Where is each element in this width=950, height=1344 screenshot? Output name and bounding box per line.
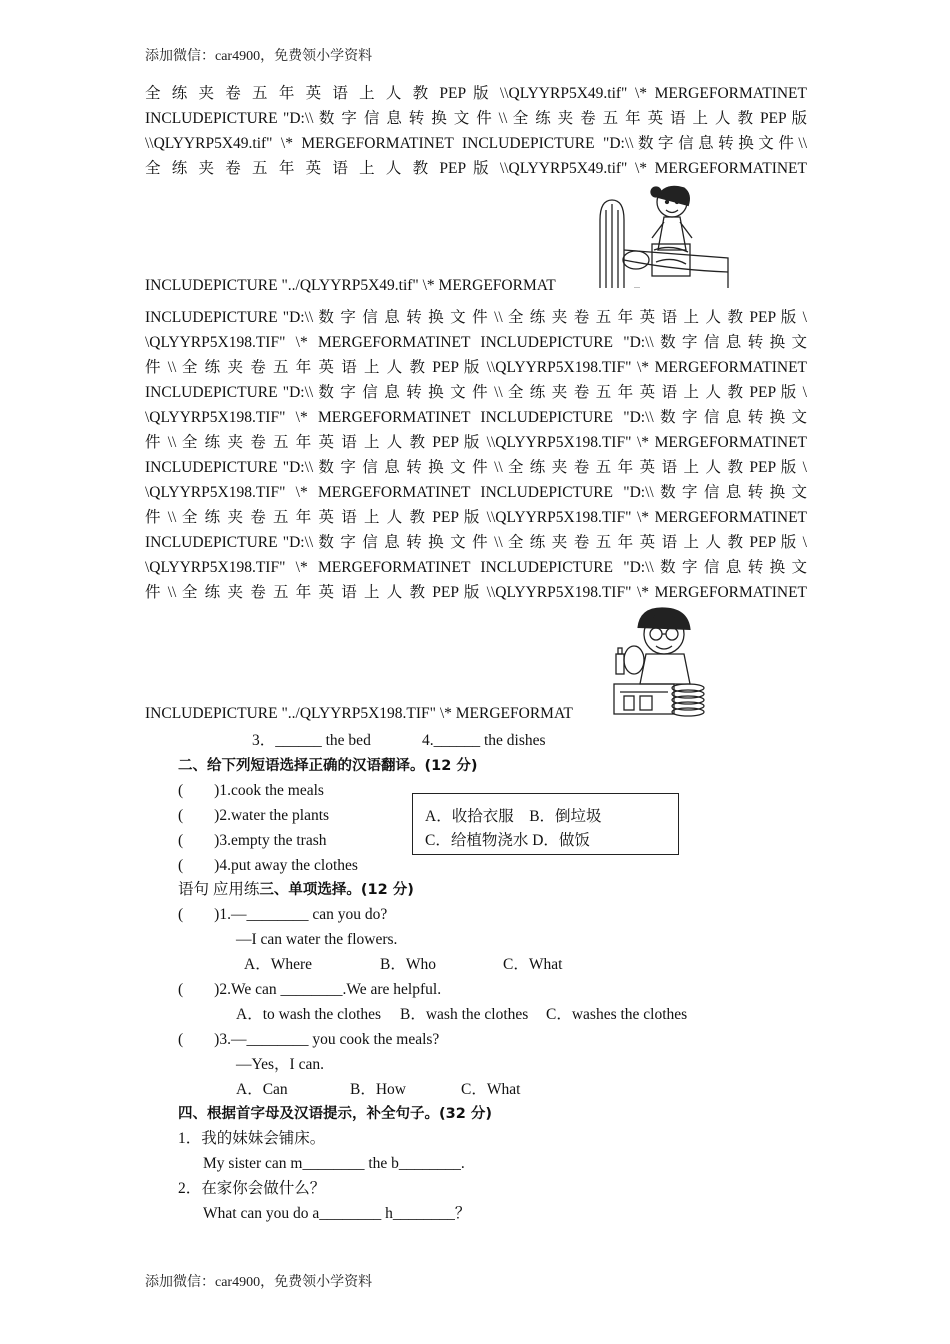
options-row-1: A．收拾衣服 B．倒垃圾	[425, 808, 602, 825]
section-4-q1-chinese: 1．我的妹妹会铺床。	[178, 1130, 326, 1147]
field-line: \QLYYRP5X198.TIF" \* MERGEFORMATINET INCLUDEPICTURE "D:\\数字信息转换文	[145, 334, 807, 351]
page-footer: 添加微信：car4900，免费领小学资料	[145, 1275, 373, 1290]
field-line: 全 练 夹 卷 五 年 英 语 上 人 教 PEP 版 \\QLYYRP5X49.tif" \* MERGEFORMATINET	[145, 85, 807, 102]
q1-item-3: 3．______ the bed	[252, 732, 371, 749]
section-3-title: 三、单项选择。(12 分)	[259, 882, 414, 898]
field-line: 件 \\ 全 练 夹 卷 五 年 英 语 上 人 教 PEP 版 \\QLYYRP5X198.TIF" \* MERGEFORMATINET	[145, 584, 807, 601]
section-2-options-box	[412, 793, 679, 855]
field-line: \QLYYRP5X198.TIF" \* MERGEFORMATINET INCLUDEPICTURE "D:\\数字信息转换文	[145, 484, 807, 501]
section-3-q3-option-b: B．How	[350, 1081, 406, 1098]
field-line: 件 \\ 全 练 夹 卷 五 年 英 语 上 人 教 PEP 版 \\QLYYRP5X198.TIF" \* MERGEFORMATINET	[145, 434, 807, 451]
section-2-item-2: ( )2.water the plants	[178, 807, 330, 824]
section-4-q2-chinese: 2．在家你会做什么？	[178, 1180, 326, 1197]
field-line: INCLUDEPICTURE "D:\\ 数 字 信 息 转 换 文 件 \\ 全 练 夹 卷 五 年 英 语 上 人 教 PEP 版 \	[145, 309, 807, 326]
section-4-title: 四、根据首字母及汉语提示，补全句子。(32 分)	[178, 1106, 492, 1122]
section-3-q2-option-a: A．to wash the clothes	[236, 1006, 382, 1023]
section-3-q1-option-c: C．What	[503, 956, 563, 973]
boy-washing-dishes-illustration	[610, 604, 706, 718]
field-line: \\QLYYRP5X49.tif" \* MERGEFORMATINET INCLUDEPICTURE "D:\\数字信息转换文件\\	[145, 135, 807, 152]
field-line: INCLUDEPICTURE "D:\\ 数 字 信 息 转 换 文 件 \\ 全 练 夹 卷 五 年 英 语 上 人 教 PEP 版 \	[145, 384, 807, 401]
section-2-item-1: ( )1.cook the meals	[178, 782, 324, 799]
field-line: \QLYYRP5X198.TIF" \* MERGEFORMATINET INCLUDEPICTURE "D:\\数字信息转换文	[145, 409, 807, 426]
field-line-tail: INCLUDEPICTURE "../QLYYRP5X198.TIF" \* MERGEFORMAT	[145, 705, 573, 722]
field-line: 全 练 夹 卷 五 年 英 语 上 人 教 PEP 版 \\QLYYRP5X49.tif" \* MERGEFORMATINET	[145, 160, 807, 177]
field-line-tail: INCLUDEPICTURE "../QLYYRP5X49.tif" \* MERGEFORMAT	[145, 277, 556, 294]
section-3-q1-answer: —I can water the flowers.	[236, 931, 398, 948]
section-2-item-4: ( )4.put away the clothes	[178, 857, 358, 874]
section-4-q1-english: My sister can m________ the b________.	[203, 1155, 465, 1172]
section-3-heading	[178, 880, 414, 900]
section-3-q2-option-c: C．washes the clothes	[546, 1006, 688, 1023]
svg-text:...: ...	[634, 281, 640, 290]
girl-making-bed-illustration	[594, 180, 730, 290]
section-3-q3-stem: ( )3.—________ you cook the meals?	[178, 1031, 440, 1048]
q1-item-4: 4.______ the dishes	[422, 732, 546, 749]
field-line: 件 \\ 全 练 夹 卷 五 年 英 语 上 人 教 PEP 版 \\QLYYRP5X198.TIF" \* MERGEFORMATINET	[145, 509, 807, 526]
section-3-q1-option-a: A．Where	[244, 956, 312, 973]
section-3-q1-option-b: B．Who	[380, 956, 436, 973]
page-header: 添加微信：car4900，免费领小学资料	[145, 49, 373, 64]
section-3-prefix: 语句 应用练	[178, 881, 260, 898]
section-2-item-3: ( )3.empty the trash	[178, 832, 327, 849]
field-line: INCLUDEPICTURE "D:\\ 数 字 信 息 转 换 文 件 \\ 全 练 夹 卷 五 年 英 语 上 人 教 PEP 版 \	[145, 459, 807, 476]
section-3-q3-answer: —Yes，I can.	[236, 1056, 324, 1073]
section-3-q3-option-c: C．What	[461, 1081, 521, 1098]
section-3-q2-option-b: B．wash the clothes	[400, 1006, 529, 1023]
field-line: INCLUDEPICTURE "D:\\ 数 字 信 息 转 换 文 件 \\ 全 练 夹 卷 五 年 英 语 上 人 教 PEP 版 \	[145, 534, 807, 551]
section-3-q3-option-a: A．Can	[236, 1081, 288, 1098]
options-row-2: C．给植物浇水 D．做饭	[425, 832, 590, 849]
section-2-title: 二、给下列短语选择正确的汉语翻译。(12 分)	[178, 758, 478, 774]
section-3-q1-stem: ( )1.—________ can you do?	[178, 906, 388, 923]
section-3-q2-stem: ( )2.We can ________.We are helpful.	[178, 981, 442, 998]
field-line: INCLUDEPICTURE "D:\\ 数 字 信 息 转 换 文 件 \\ 全 练 夹 卷 五 年 英 语 上 人 教 PEP 版	[145, 110, 807, 127]
field-line: \QLYYRP5X198.TIF" \* MERGEFORMATINET INCLUDEPICTURE "D:\\数字信息转换文	[145, 559, 807, 576]
field-line: 件 \\ 全 练 夹 卷 五 年 英 语 上 人 教 PEP 版 \\QLYYRP5X198.TIF" \* MERGEFORMATINET	[145, 359, 807, 376]
section-4-q2-english: What can you do a________ h________？	[203, 1205, 471, 1222]
